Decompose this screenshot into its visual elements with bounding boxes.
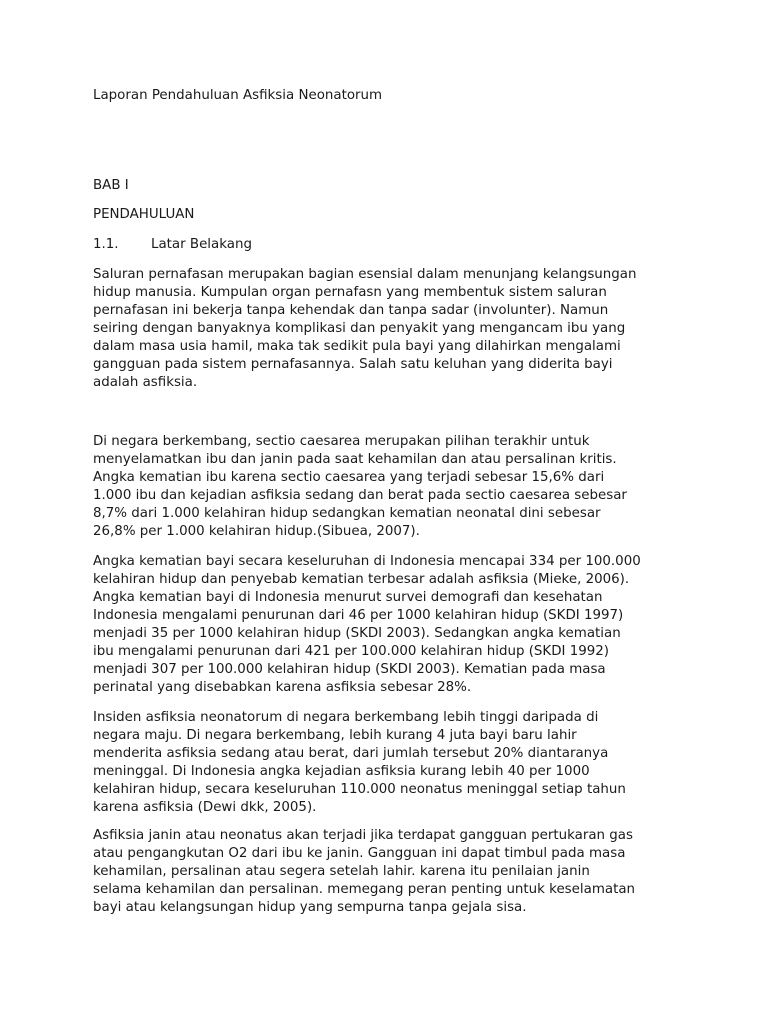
section-heading <box>93 236 252 254</box>
paragraph-line: karena asfiksia (Dewi dkk, 2005). <box>93 800 317 815</box>
paragraph-line: ibu mengalami penurunan dari 421 per 100.000 kelahiran hidup (SKDI 1992) <box>93 644 610 659</box>
paragraph-line: menyelamatkan ibu dan janin pada saat kehamilan dan atau persalinan kritis. <box>93 452 617 467</box>
paragraph-line: selama kehamilan dan persalinan. memegang peran penting untuk keselamatan <box>93 882 636 897</box>
chapter-label-text: BAB I <box>93 178 129 193</box>
paragraph-2 <box>93 433 683 541</box>
paragraph-line: kelahiran hidup, secara keseluruhan 110.000 neonatus meninggal setiap tahun <box>93 782 626 797</box>
paragraph-line: Indonesia mengalami penurunan dari 46 per 1000 kelahiran hidup (SKDI 1997) <box>93 608 624 623</box>
paragraph-line: menderita asfiksia sedang atau berat, dari jumlah tersebut 20% diantaranya <box>93 746 609 761</box>
document-title-text: Laporan Pendahuluan Asfiksia Neonatorum <box>93 88 383 103</box>
paragraph-line: Angka kematian bayi secara keseluruhan di Indonesia mencapai 334 per 100.000 <box>93 554 641 569</box>
paragraph-line: 8,7% dari 1.000 kelahiran hidup sedangkan kematian neonatal dini sebesar <box>93 506 601 521</box>
paragraph-1 <box>93 266 683 392</box>
paragraph-line: kehamilan, persalinan atau segera setelah lahir. karena itu penilaian janin <box>93 864 590 879</box>
paragraph-5 <box>93 827 683 917</box>
paragraph-line: Saluran pernafasan merupakan bagian esensial dalam menunjang kelangsungan <box>93 267 637 282</box>
paragraph-line: meninggal. Di Indonesia angka kejadian asfiksia kurang lebih 40 per 1000 <box>93 764 590 779</box>
paragraph-line: negara maju. Di negara berkembang, lebih kurang 4 juta bayi baru lahir <box>93 728 577 743</box>
paragraph-line: gangguan pada sistem pernafasannya. Salah satu keluhan yang diderita bayi <box>93 357 613 372</box>
chapter-title <box>93 206 683 224</box>
paragraph-line: 1.000 ibu dan kejadian asfiksia sedang dan berat pada sectio caesarea sebesar <box>93 488 627 503</box>
document-title <box>93 87 683 105</box>
paragraph-line: Angka kematian ibu karena sectio caesarea yang terjadi sebesar 15,6% dari <box>93 470 605 485</box>
paragraph-line: seiring dengan banyaknya komplikasi dan penyakit yang mengancam ibu yang <box>93 321 626 336</box>
paragraph-line: menjadi 35 per 1000 kelahiran hidup (SKDI 2003). Sedangkan angka kematian <box>93 626 621 641</box>
paragraph-line: dalam masa usia hamil, maka tak sedikit pula bayi yang dilahirkan mengalami <box>93 339 621 354</box>
paragraph-line: 26,8% per 1.000 kelahiran hidup.(Sibuea, 2007). <box>93 524 420 539</box>
paragraph-3 <box>93 553 683 697</box>
paragraph-line: menjadi 307 per 100.000 kelahiran hidup (SKDI 2003). Kematian pada masa <box>93 662 606 677</box>
paragraph-4 <box>93 709 683 817</box>
paragraph-line: Angka kematian bayi di Indonesia menurut survei demografi dan kesehatan <box>93 590 603 605</box>
chapter-title-text: PENDAHULUAN <box>93 207 195 222</box>
paragraph-line: adalah asfiksia. <box>93 375 198 390</box>
paragraph-line: atau pengangkutan O2 dari ibu ke janin. Gangguan ini dapat timbul pada masa <box>93 846 626 861</box>
paragraph-line: kelahiran hidup dan penyebab kematian terbesar adalah asfiksia (Mieke, 2006). <box>93 572 630 587</box>
paragraph-line: perinatal yang disebabkan karena asfiksia sebesar 28%. <box>93 680 472 695</box>
paragraph-line: Asfiksia janin atau neonatus akan terjadi jika terdapat gangguan pertukaran gas <box>93 828 633 843</box>
paragraph-line: bayi atau kelangsungan hidup yang sempurna tanpa gejala sisa. <box>93 900 527 915</box>
paragraph-line: pernafasan ini bekerja tanpa kehendak dan tanpa sadar (involunter). Namun <box>93 303 609 318</box>
section-number: 1.1. <box>93 237 119 252</box>
paragraph-line: Di negara berkembang, sectio caesarea merupakan pilihan terakhir untuk <box>93 434 590 449</box>
paragraph-line: Insiden asfiksia neonatorum di negara berkembang lebih tinggi daripada di <box>93 710 599 725</box>
paragraph-line: hidup manusia. Kumpulan organ pernafasn yang membentuk sistem saluran <box>93 285 607 300</box>
chapter-label <box>93 177 683 195</box>
section-title: Latar Belakang <box>151 237 252 252</box>
